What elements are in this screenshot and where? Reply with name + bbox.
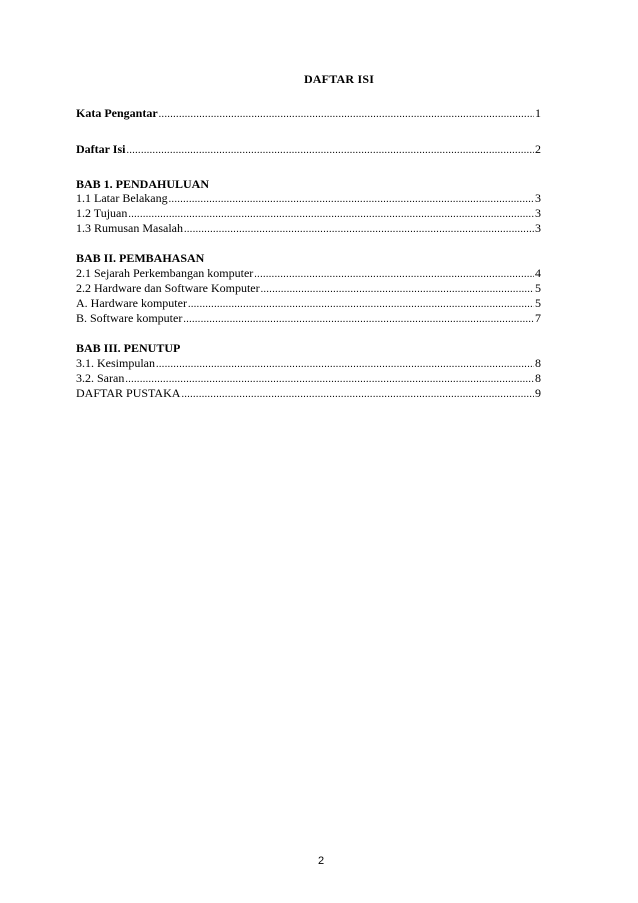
section-heading-bab1: BAB 1. PENDAHULUAN: [76, 177, 210, 191]
page-number: 2: [317, 855, 325, 867]
toc-entry[interactable]: [76, 206, 541, 222]
dot-leader: [169, 193, 534, 207]
toc-entry-page: 5: [535, 296, 541, 310]
toc-entry-page: 3: [535, 191, 541, 205]
page-title: DAFTAR ISI: [303, 72, 375, 86]
toc-entry-page: 8: [535, 356, 541, 370]
section-heading-bab3: BAB III. PENUTUP: [76, 341, 181, 355]
toc-entry-page: 8: [535, 371, 541, 385]
dot-leader: [261, 283, 534, 297]
toc-entry-label: 1.2 Tujuan: [76, 206, 128, 220]
toc-entry-label: 2.1 Sejarah Perkembangan komputer: [76, 266, 254, 280]
dot-leader: [181, 388, 534, 402]
toc-entry-page: 9: [535, 386, 541, 400]
toc-entry[interactable]: [76, 296, 541, 312]
dot-leader: [184, 223, 534, 237]
toc-entry-label: Daftar Isi: [76, 142, 126, 156]
toc-entry[interactable]: [76, 371, 541, 387]
toc-entry-label: B. Software komputer: [76, 311, 183, 325]
toc-entry-page: 3: [535, 221, 541, 235]
toc-entry-daftar-isi[interactable]: [76, 142, 541, 158]
toc-entry-page: 3: [535, 206, 541, 220]
dot-leader: [156, 358, 534, 372]
toc-entry-label: DAFTAR PUSTAKA: [76, 386, 181, 400]
toc-entry-label: 3.1. Kesimpulan: [76, 356, 155, 370]
toc-entry[interactable]: [76, 311, 541, 327]
toc-entry-label: Kata Pengantar: [76, 106, 158, 120]
toc-entry-label: 3.2. Saran: [76, 371, 125, 385]
toc-entry-page: 4: [535, 266, 541, 280]
dot-leader: [159, 108, 534, 122]
toc-entry[interactable]: [76, 356, 541, 372]
toc-entry-kata-pengantar[interactable]: [76, 106, 541, 122]
toc-entry-label: 2.2 Hardware dan Software Komputer: [76, 281, 260, 295]
toc-entry[interactable]: [76, 221, 541, 237]
dot-leader: [183, 313, 534, 327]
dot-leader: [126, 144, 534, 158]
dot-leader: [128, 208, 534, 222]
toc-entry[interactable]: [76, 191, 541, 207]
dot-leader: [254, 268, 534, 282]
dot-leader: [188, 298, 534, 312]
toc-entry-page: 1: [535, 106, 541, 120]
toc-entry-label: A. Hardware komputer: [76, 296, 187, 310]
toc-entry-page: 2: [535, 142, 541, 156]
toc-entry-label: 1.1 Latar Belakang: [76, 191, 168, 205]
dot-leader: [125, 373, 534, 387]
toc-entry[interactable]: [76, 281, 541, 297]
toc-entry[interactable]: [76, 386, 541, 402]
toc-entry-page: 7: [535, 311, 541, 325]
toc-entry[interactable]: [76, 266, 541, 282]
section-heading-bab2: BAB II. PEMBAHASAN: [76, 251, 205, 265]
toc-entry-label: 1.3 Rumusan Masalah: [76, 221, 183, 235]
toc-entry-page: 5: [535, 281, 541, 295]
